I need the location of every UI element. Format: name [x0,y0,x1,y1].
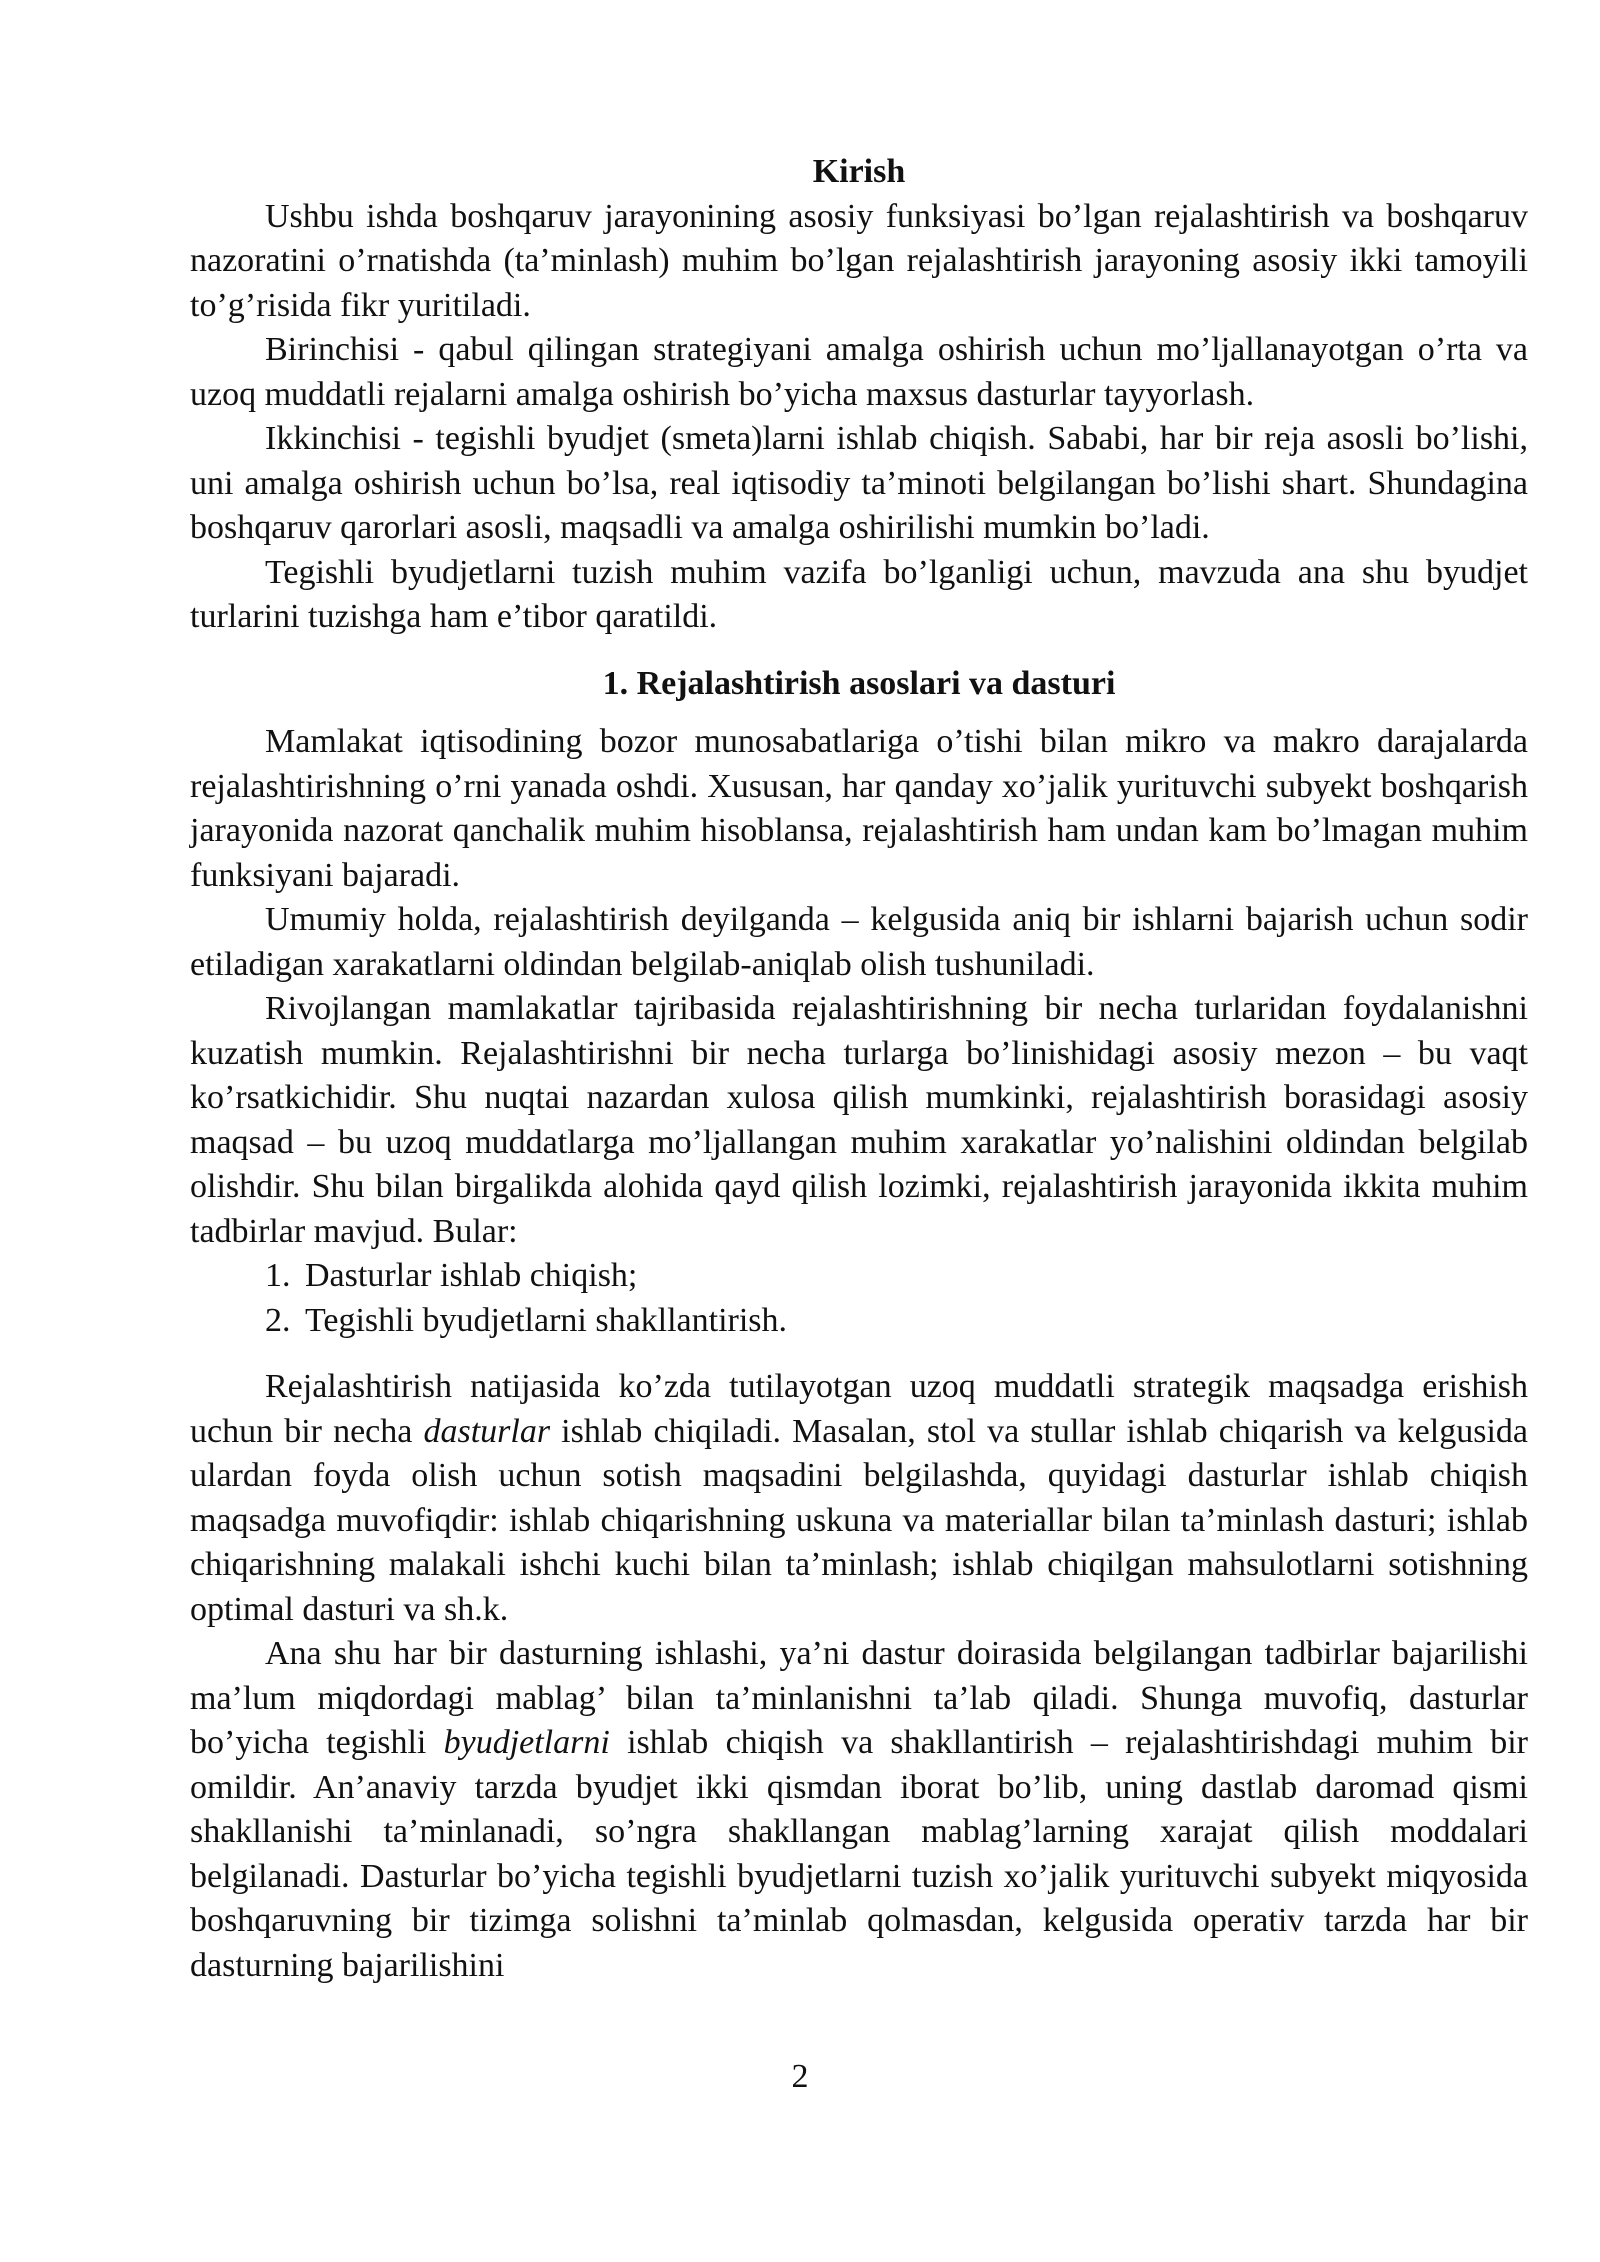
list-item [190,1254,1528,1299]
intro-paragraph-3: Ikkinchisi - tegishli byudjet (smeta)larni ishlab chiqish. Sababi, har bir reja asosli bo’lishi, uni amalga oshirish uchun bo’lsa, real iqtisodiy ta’minoti belgilangan bo’lishi shart. Shundagina boshqaruv qarorlari asosli, maqsadli va amalga oshirilishi mumkin bo’ladi. [190,420,1528,546]
list-item [190,1299,1528,1344]
page-number: 2 [791,2058,809,2095]
programs-text-after: ishlab chiqiladi. Masalan, stol va stullar ishlab chiqarish va kelgusida ulardan foyda olish uchun sotish maqsadini belgilashda, quyidagi dasturlar ishlab chiqish maqsadga muvofiqdir: ishlab chiqarishning uskuna va materiallar bilan ta’minlash dasturi; ishlab chiqarishning malakali ishchi kuchi bilan ta’minlash; ishlab chiqilgan mahsulotlarni sotishning optimal dasturi va sh.k. [190,1412,1528,1628]
intro-paragraph-2: Birinchisi - qabul qilingan strategiyani amalga oshirish uchun mo’ljallanayotgan o’rta va uzoq muddatli rejalarni amalga oshirish bo’yicha maxsus dasturlar tayyorlash. [190,331,1528,413]
section-heading: 1. Rejalashtirish asoslari va dasturi [602,664,1116,702]
section-paragraph-2: Umumiy holda, rejalashtirish deyilganda – kelgusida aniq bir ishlarni bajarish uchun sodir etiladigan xarakatlarni oldindan belgilab-aniqlab olish tushuniladi. [190,901,1528,983]
list-item-number: 2. [265,1301,291,1339]
section-paragraph-1: Mamlakat iqtisodining bozor munosabatlariga o’tishi bilan mikro va makro darajalarda rejalashtirishning o’rni yanada oshdi. Xususan, har qanday xo’jalik yurituvchi subyekt boshqarish jarayonida nazorat qanchalik muhim hisoblansa, rejalashtirish ham undan kam bo’lmagan muhim funksiyani bajaradi. [190,723,1528,894]
programs-paragraph [190,1365,1528,1632]
intro-paragraph-4: Tegishli byudjetlarni tuzish muhim vazifa bo’lganligi uchun, mavzuda ana shu byudjet turlarini tuzishga ham e’tibor qaratildi. [190,553,1528,635]
spacer [190,1343,1528,1365]
intro-heading: Kirish [812,153,906,190]
list-item-text: Dasturlar ishlab chiqish; [305,1257,638,1294]
list-item-text: Tegishli byudjetlarni shakllantirish. [305,1301,788,1339]
measures-list [190,1254,1528,1343]
budgets-paragraph [190,1632,1528,1988]
intro-paragraph-1: Ushbu ishda boshqaruv jarayonining asosiy funksiyasi bo’lgan rejalashtirish va boshqaruv nazoratini o’rnatishda (ta’minlash) muhim bo’lgan rejalashtirish jarayoning asosiy ikki tamoyili to’g’risida fikr yuritiladi. [190,197,1528,324]
programs-emphasis: dasturlar [423,1412,551,1450]
budgets-emphasis: byudjetlarni [443,1724,610,1761]
budgets-text-before: Ana shu har bir dasturning ishlashi, ya’ni dastur doirasida belgilangan tadbirlar bajarilishi ma’lum miqdordagi mablag’ bilan ta’minlanishni ta’lab qiladi. Shunga muvofiq, dasturlar bo’yicha tegishli [190,1635,1528,1761]
list-item-number: 1. [265,1257,291,1294]
programs-text-before: Rejalashtirish natijasida ko’zda tutilayotgan uzoq muddatli strategik maqsadga erishish uchun bir necha [190,1368,1528,1450]
page-content [190,150,1528,1988]
section-paragraph-3: Rivojlangan mamlakatlar tajribasida rejalashtirishning bir necha turlaridan foydalanishni kuzatish mumkin. Rejalashtirishni bir necha turlarga bo’linishidagi asosiy mezon – bu vaqt ko’rsatkichidir. Shu nuqtai nazardan xulosa qilish mumkinki, rejalashtirish borasidagi asosiy maqsad – bu uzoq muddatlarga mo’ljallangan muhim xarakatlar yo’nalishini oldindan belgilab olishdir. Shu bilan birgalikda alohida qayd qilish lozimki, rejalashtirish jarayonida ikkita muhim tadbirlar mavjud. Bular: [190,990,1528,1250]
budgets-text-after: ishlab chiqish va shakllantirish – rejalashtirishdagi muhim bir omildir. An’anaviy tarzda byudjet ikki qismdan iborat bo’lib, uning dastlab daromad qismi shakllanishi ta’minlanadi, so’ngra shakllangan mablag’larning xarajat qilish moddalari belgilanadi. Dasturlar bo’yicha tegishli byudjetlarni tuzish xo’jalik yurituvchi subyekt miqyosida boshqaruvning bir tizimga solishni ta’minlab qolmasdan, kelgusida operativ tarzda har bir dasturning bajarilishini [190,1724,1528,1984]
